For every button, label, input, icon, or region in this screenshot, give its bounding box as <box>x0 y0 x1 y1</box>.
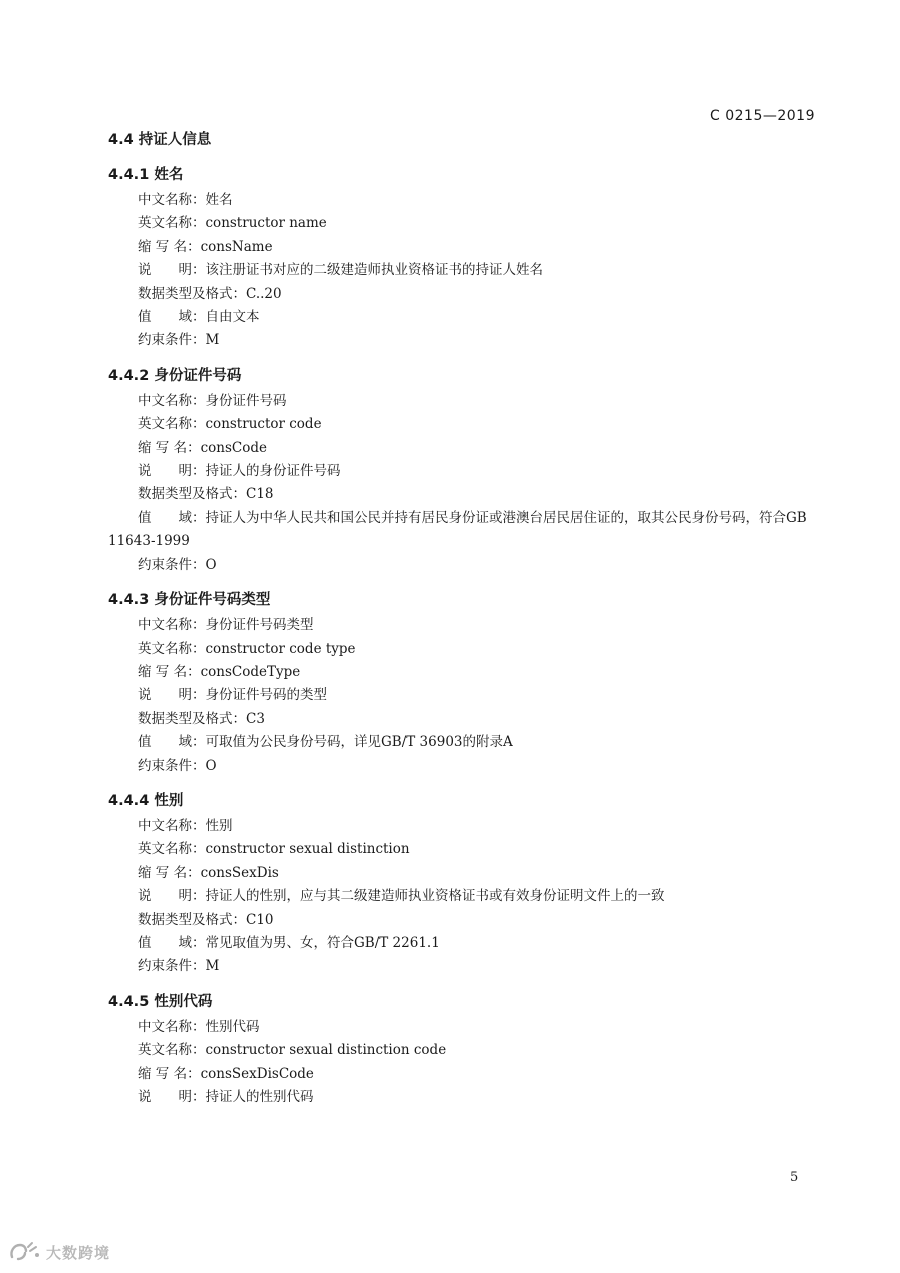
field-row <box>108 460 828 483</box>
field-row <box>108 483 828 506</box>
field-row <box>108 507 828 554</box>
field-value: 持证人的性别，应与其二级建造师执业资格证书或有效身份证明文件上的一致 <box>205 888 665 905</box>
subsection-heading: 4.4.5 性别代码 <box>108 993 213 1010</box>
field-value: 身份证件号码的类型 <box>205 687 327 704</box>
field-row <box>108 236 828 259</box>
field-value: C10 <box>246 911 274 928</box>
field-row <box>108 1016 828 1039</box>
page-number: 5 <box>790 1170 799 1185</box>
field-label: 数据类型及格式： <box>138 285 246 302</box>
field-label: 英文名称： <box>138 1042 206 1059</box>
field-row <box>108 329 828 352</box>
field-row <box>108 731 828 754</box>
field-value: 持证人的身份证件号码 <box>205 463 341 480</box>
field-label: 中文名称： <box>138 192 206 208</box>
field-label: 缩 写 名： <box>138 1065 201 1082</box>
field-value: 身份证件号码类型 <box>205 617 314 634</box>
standard-code: C 0215—2019 <box>710 108 815 124</box>
field-value: 姓名 <box>205 192 233 208</box>
field-value: C..20 <box>246 285 282 302</box>
brand-logo-icon <box>8 1241 42 1263</box>
field-label: 英文名称： <box>138 215 206 232</box>
field-label: 约束条件： <box>138 556 206 573</box>
subsection-heading: 4.4.2 身份证件号码 <box>108 367 242 384</box>
field-label: 中文名称： <box>138 392 206 409</box>
field-row <box>108 390 828 413</box>
field-value: 可取值为公民身份号码，详见GB/T 36903的附录A <box>205 734 513 751</box>
field-label: 约束条件： <box>138 958 206 975</box>
field-value: 持证人为中华人民共和国公民并持有居民身份证或港澳台居民居住证的，取其公民身份号码，符合GB 11643-1999 <box>108 509 807 550</box>
field-value: M <box>205 332 220 349</box>
field-value: 持证人的性别代码 <box>205 1089 314 1105</box>
field-label: 数据类型及格式： <box>138 911 246 928</box>
field-label: 中文名称： <box>138 617 206 634</box>
field-row <box>108 638 828 661</box>
field-label: 缩 写 名： <box>138 238 201 255</box>
field-value: constructor sexual distinction code <box>205 1042 447 1059</box>
field-label: 值 域： <box>138 309 206 326</box>
field-value: C18 <box>246 486 274 503</box>
field-value: constructor name <box>205 215 327 232</box>
field-value: constructor sexual distinction <box>205 841 410 858</box>
field-value: C3 <box>246 710 265 727</box>
field-row <box>108 437 828 460</box>
field-label: 说 明： <box>138 1089 206 1105</box>
field-label: 英文名称： <box>138 841 206 858</box>
field-value: 常见取值为男、女，符合GB/T 2261.1 <box>205 934 440 951</box>
subsection-heading: 4.4.3 身份证件号码类型 <box>108 592 271 609</box>
field-row <box>108 1039 828 1062</box>
field-value: M <box>205 958 220 975</box>
field-row <box>108 838 828 861</box>
field-value: 该注册证书对应的二级建造师执业资格证书的持证人姓名 <box>205 262 543 279</box>
field-label: 说 明： <box>138 888 206 905</box>
watermark-text: 大数跨境 <box>46 1243 111 1262</box>
field-value: consSexDis <box>200 864 279 881</box>
subsection-heading: 4.4.4 性别 <box>108 792 184 809</box>
subsection-list <box>108 163 828 1109</box>
field-value: 性别 <box>205 817 233 834</box>
field-row <box>108 259 828 282</box>
field-label: 英文名称： <box>138 416 206 433</box>
field-label: 缩 写 名： <box>138 439 201 456</box>
field-label: 缩 写 名： <box>138 864 201 881</box>
field-label: 英文名称： <box>138 640 206 657</box>
field-row <box>108 862 828 885</box>
field-row <box>108 413 828 436</box>
field-row <box>108 885 828 908</box>
field-label: 中文名称： <box>138 817 206 834</box>
field-row <box>108 306 828 329</box>
field-label: 说 明： <box>138 463 206 480</box>
field-row <box>108 283 828 306</box>
field-row <box>108 909 828 932</box>
field-value: constructor code type <box>205 640 356 657</box>
field-label: 值 域： <box>138 509 206 526</box>
field-label: 约束条件： <box>138 757 206 774</box>
field-value: 自由文本 <box>205 309 260 326</box>
field-value: O <box>205 757 217 774</box>
field-label: 中文名称： <box>138 1018 206 1035</box>
field-label: 数据类型及格式： <box>138 710 246 727</box>
field-row <box>108 955 828 978</box>
field-row <box>108 661 828 684</box>
field-value: 身份证件号码 <box>205 392 287 409</box>
field-row <box>108 755 828 778</box>
field-value: constructor code <box>205 416 322 433</box>
field-value: consCodeType <box>200 663 301 680</box>
field-value: O <box>205 556 217 573</box>
field-value: consSexDisCode <box>200 1065 314 1082</box>
field-row <box>108 614 828 637</box>
field-row <box>108 1086 828 1109</box>
field-label: 值 域： <box>138 934 206 951</box>
field-value: consName <box>200 238 273 255</box>
field-label: 数据类型及格式： <box>138 486 246 503</box>
field-row <box>108 1063 828 1086</box>
field-row <box>108 708 828 731</box>
field-label: 值 域： <box>138 734 206 751</box>
field-row <box>108 212 828 235</box>
field-row <box>108 684 828 707</box>
field-value: consCode <box>200 439 267 456</box>
field-label: 说 明： <box>138 687 206 704</box>
field-row <box>108 815 828 838</box>
field-label: 缩 写 名： <box>138 663 201 680</box>
watermark <box>8 1240 110 1264</box>
field-row <box>108 932 828 955</box>
field-row <box>108 554 828 577</box>
field-row <box>108 189 828 212</box>
field-label: 约束条件： <box>138 332 206 349</box>
field-value: 性别代码 <box>205 1018 260 1035</box>
subsection-heading: 4.4.1 姓名 <box>108 167 184 183</box>
section-heading: 4.4 持证人信息 <box>108 132 212 148</box>
field-label: 说 明： <box>138 262 206 279</box>
document-body <box>108 128 828 1109</box>
